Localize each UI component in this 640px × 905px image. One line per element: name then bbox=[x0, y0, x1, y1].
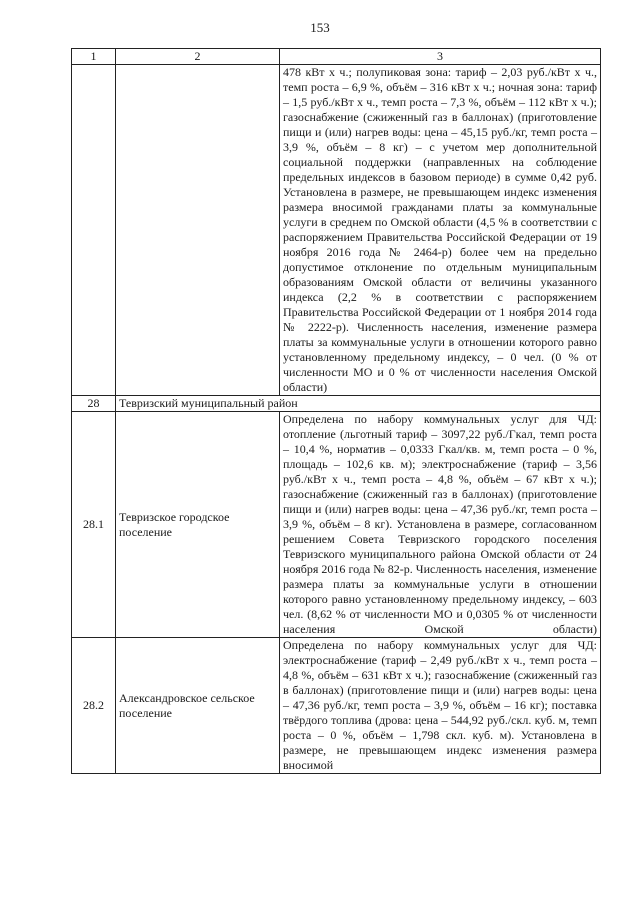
district-name: Тевризский муниципальный район bbox=[116, 396, 601, 412]
row-description: Определена по набору коммунальных услуг для ЧД: отопление (льготный тариф – 3097,22 руб./Гкал, темп роста – 10,4 %, норматив – 0,0333 Гкал/кв. м, темп роста – 0 %, площадь – 102,6 кв. м); электроснабжение (тариф – 3,56 руб./кВт х ч., темп роста – 4,8 %, объём – 67 кВт х ч.); газоснабжение (сжиженный газ в баллонах) (приготовление пищи и (или) нагрев воды: цена – 47,36 руб./кг, темп роста – 3,9 %, объём – 8 кг). Установлена в размере, согласованном решением Совета Тевризского городского поселения Тевризского муниципального района Омской области от 24 ноября 2016 года № 82-р. Численность населения, изменение размера платы за коммунальные услуги в отношении которого равно установленному предельному индексу, – 603 чел. (8,62 % от численности МО и 0,0305 % от численности населения Омской области) bbox=[280, 412, 601, 638]
table-row bbox=[72, 638, 601, 774]
tariff-table bbox=[71, 48, 601, 774]
row-description: Определена по набору коммунальных услуг для ЧД: электроснабжение (тариф – 2,49 руб./кВт х ч., темп роста – 4,8 %, объём – 631 кВт х ч.); газоснабжение (сжиженный газ в баллонах) (приготовление пищи и (или) нагрев воды: цена – 47,36 руб./кг, темп роста – 3,9 %, объём – 16 кг); поставка твёрдого топлива (дрова: цена – 544,92 руб./скл. куб. м, темп роста – 0 %, объём – 1,798 скл. куб. м). Установлена в размере, не превышающем индекс изменения размера вносимой bbox=[280, 638, 601, 774]
table-row bbox=[72, 65, 601, 396]
table-row bbox=[72, 412, 601, 638]
municipality-name: Тевризское городское поселение bbox=[116, 412, 280, 638]
table-row-district bbox=[72, 396, 601, 412]
row-number: 28 bbox=[72, 396, 116, 412]
column-header-3: 3 bbox=[280, 49, 601, 65]
municipality-name: Александровское сельское поселение bbox=[116, 638, 280, 774]
column-header-2: 2 bbox=[116, 49, 280, 65]
row-number: 28.1 bbox=[72, 412, 116, 638]
row-number bbox=[72, 65, 116, 396]
municipality-name bbox=[116, 65, 280, 396]
table-header-row bbox=[72, 49, 601, 65]
row-description: 478 кВт х ч.; полупиковая зона: тариф – 2,03 руб./кВт х ч., темп роста – 6,9 %, объём – 316 кВт х ч.; ночная зона: тариф – 1,5 руб./кВт х ч., темп роста – 7,3 %, объём – 112 кВт х ч.); газоснабжение (сжиженный газ в баллонах) (приготовление пищи и (или) нагрев воды: цена – 45,15 руб./кг, темп роста – 3,9 %, объём – 8 кг) – с учетом мер дополнительной социальной поддержки (направленных на соблюдение предельных индексов в базовом периоде) в сумме 0,42 руб. Установлена в размере, не превышающем индекс изменения размера вносимой гражданами платы за коммунальные услуги в среднем по Омской области (4,5 % в соответствии с распоряжением Правительства Российской Федерации от 19 ноября 2016 года № 2464-р) более чем на предельно допустимое отклонение по отдельным муниципальным образованиям Омской области от величины указанного индекса (2,2 % в соответствии с распоряжением Правительства Российской Федерации от 1 ноября 2014 года № 2222-р). Численность населения, изменение размера платы за коммунальные услуги в отношении которого равно установленному предельному индексу, – 0 чел. (0 % от численности МО и 0 % от численности населения Омской области) bbox=[280, 65, 601, 396]
row-number: 28.2 bbox=[72, 638, 116, 774]
column-header-1: 1 bbox=[72, 49, 116, 65]
page-number: 153 bbox=[310, 20, 330, 35]
